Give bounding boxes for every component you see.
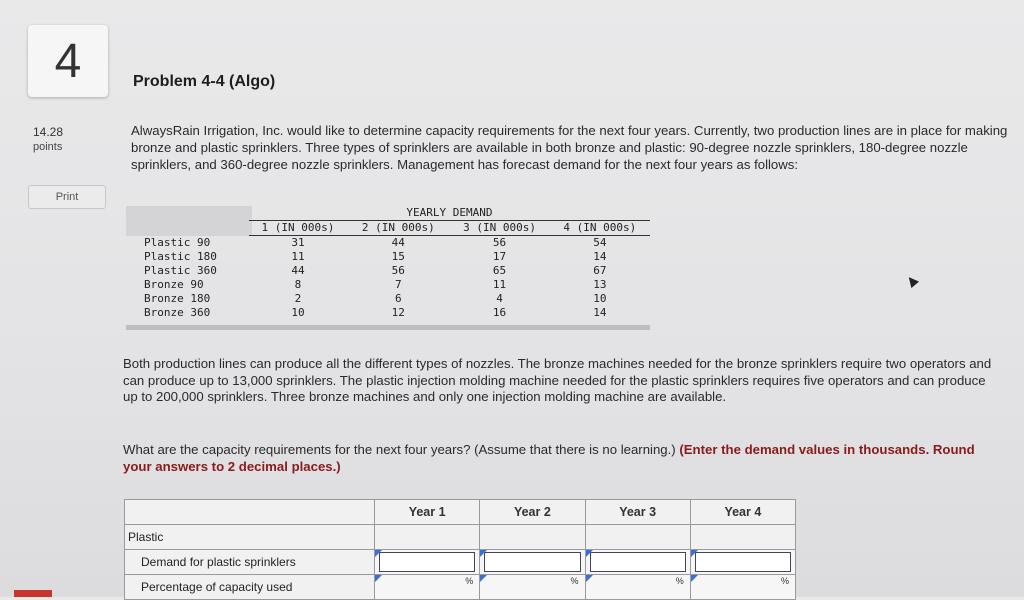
input-marker-icon [586, 550, 593, 557]
demand-cell: 44 [391, 236, 405, 249]
demand-cell: 56 [391, 264, 405, 277]
red-corner-tab [14, 590, 52, 597]
demand-row [126, 264, 650, 278]
answer-col-header: Year 1 [375, 500, 480, 525]
percent-sign: % [675, 576, 684, 586]
demand-row-label: Plastic 90 [144, 235, 211, 249]
demand-cell: 54 [593, 236, 607, 249]
mouse-cursor-icon [905, 274, 919, 288]
demand-row-label: Bronze 360 [144, 306, 211, 319]
demand-cell: 10 [291, 306, 305, 319]
demand-table-bottom-rule [126, 325, 650, 330]
demand-row-label: Plastic 360 [144, 264, 217, 277]
demand-cell: 11 [291, 250, 305, 263]
demand-cell: 56 [492, 236, 507, 249]
demand-cell: 13 [593, 278, 607, 291]
answer-table [124, 499, 796, 600]
demand-cell: 65 [492, 264, 507, 277]
input-marker-icon [375, 575, 382, 582]
demand-cell: 2 [294, 292, 302, 305]
print-button-label: Print [55, 191, 79, 203]
problem-title: Problem 4-4 (Algo) [133, 73, 276, 90]
demand-cell: 17 [492, 250, 507, 263]
demand-cell: 7 [394, 278, 402, 291]
demand-input-year1[interactable] [375, 550, 480, 575]
percentage-input-year1[interactable] [375, 575, 480, 600]
points-value: 14.28 [33, 125, 64, 139]
question-text: What are the capacity requirements for the next four years? (Assume that there is no learning.) [123, 442, 676, 457]
demand-cell: 4 [496, 292, 503, 305]
demand-input-year4[interactable] [690, 550, 795, 575]
answer-col-header: Year 2 [480, 500, 585, 525]
demand-row [126, 236, 650, 251]
demand-table [126, 206, 650, 320]
demand-row [126, 292, 650, 306]
demand-col-header: 1 (IN 000s) [249, 221, 347, 236]
input-marker-icon [691, 550, 698, 557]
percentage-capacity-label: Percentage of capacity used [125, 575, 375, 600]
answer-col-header: Year 3 [585, 500, 690, 525]
percentage-input-year4[interactable] [690, 575, 795, 600]
print-button[interactable] [28, 185, 106, 209]
demand-input-year3[interactable] [585, 550, 690, 575]
input-marker-icon [691, 575, 698, 582]
demand-cell: 67 [593, 264, 607, 277]
demand-cell: 14 [593, 250, 607, 263]
percent-sign: % [570, 576, 579, 586]
demand-row [126, 250, 650, 264]
percent-sign: % [465, 576, 474, 586]
answer-section-label: Plastic [125, 525, 375, 550]
answer-corner-cell [125, 500, 375, 525]
question-block [123, 441, 1003, 475]
demand-col-header: 3 (IN 000s) [449, 221, 549, 236]
demand-cell: 8 [294, 278, 302, 291]
percentage-input-year2[interactable] [480, 575, 585, 600]
percent-sign: % [780, 576, 789, 586]
demand-cell: 44 [291, 264, 305, 277]
demand-col-header: 2 (IN 000s) [347, 221, 449, 236]
demand-table-container [126, 206, 650, 332]
demand-col-header: 4 (IN 000s) [550, 221, 650, 236]
input-marker-icon [480, 575, 487, 582]
intro-text: AlwaysRain Irrigation, Inc. would like to determine capacity requirements for the next four years. Currently, two production lines are in place for making bronze and plastic sprinklers. Three types of sprinklers are available in both bronze and plastic: 90-degree nozzle sprinklers, 180-degree nozzle sprinklers, and 360-degree nozzle sprinklers. Management has forecast demand for the next four years as follows: [131, 123, 1008, 172]
question-instruction: (Enter the demand values in thousands. Round your answers to 2 decimal places.) [123, 442, 975, 474]
demand-row-label: Bronze 90 [144, 278, 204, 291]
production-paragraph: Both production lines can produce all the different types of nozzles. The bronze machines needed for the bronze sprinklers require two operators and can produce up to 13,000 sprinklers. The plastic injection molding machine needed for the plastic sprinklers requires five operators and can produce up to 200,000 sprinklers. Three bronze machines and only one injection molding machine are available. [123, 356, 992, 404]
demand-cell: 6 [394, 292, 402, 305]
demand-cell: 10 [593, 292, 607, 305]
input-marker-icon [586, 575, 593, 582]
points-label: points [33, 141, 63, 153]
input-marker-icon [375, 550, 382, 557]
demand-group-header: YEARLY DEMAND [249, 206, 650, 221]
demand-input-year2[interactable] [480, 550, 585, 575]
demand-row-label: Bronze 180 [144, 292, 211, 305]
demand-row-label: Plastic 180 [144, 250, 217, 263]
demand-cell: 15 [391, 250, 405, 263]
question-number-badge [28, 25, 108, 97]
input-marker-icon [480, 550, 487, 557]
demand-plastic-label: Demand for plastic sprinklers [125, 550, 375, 575]
demand-cell: 14 [593, 306, 607, 319]
demand-cell: 11 [492, 278, 507, 291]
question-number: 4 [54, 34, 82, 88]
demand-cell: 16 [492, 306, 507, 319]
demand-cell: 31 [291, 236, 305, 249]
answer-col-header: Year 4 [690, 500, 795, 525]
demand-row [126, 306, 650, 320]
demand-cell: 12 [391, 306, 405, 319]
demand-row [126, 278, 650, 292]
percentage-input-year3[interactable] [585, 575, 690, 600]
